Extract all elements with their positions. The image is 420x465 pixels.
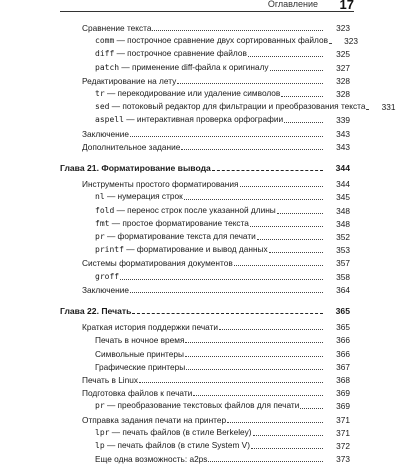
toc-subsection: [95, 205, 350, 217]
toc-page-number: 369: [336, 388, 350, 399]
command-description: — форматирование текста для печати: [104, 231, 256, 241]
toc-page-number: 328: [336, 75, 350, 86]
toc-page-number: 365: [336, 322, 350, 333]
leader-dots: [132, 313, 323, 314]
toc-page-number: 343: [336, 141, 350, 152]
toc-entry-title: Печать в ночное время: [95, 335, 185, 346]
command-name: pr: [95, 401, 105, 411]
toc-page-number: 345: [336, 192, 350, 203]
leader-dots: [185, 356, 323, 357]
toc-section: [82, 387, 350, 399]
leader-dots: [139, 382, 323, 383]
toc-entry-title: [95, 34, 328, 47]
leader-dots: [186, 369, 323, 370]
toc-subsection: [95, 88, 350, 100]
toc-subsection: [95, 218, 350, 230]
toc-section: [82, 284, 350, 296]
toc-page-number: 369: [336, 401, 350, 412]
command-name: tr: [95, 89, 105, 98]
leader-dots: [185, 342, 323, 343]
command-name: diff: [95, 49, 115, 59]
toc-subsection: [95, 334, 350, 346]
toc-entry-title: [95, 243, 268, 256]
toc-entry-title: Краткая история поддержки печати: [82, 322, 219, 333]
command-description: — потоковый редактор для фильтрации и преобразования текста: [109, 101, 366, 112]
command-description: — печать файлов (в стиле System V): [104, 440, 250, 450]
toc-subsection: [95, 62, 350, 74]
leader-dots: [152, 30, 323, 31]
toc-entry-title: [95, 399, 299, 412]
command-description: — интерактивная проверка орфографии: [123, 114, 284, 125]
leader-dots: [130, 136, 323, 137]
command-name: lpr: [95, 427, 110, 437]
toc-section: [82, 178, 350, 190]
leader-dots: [270, 70, 323, 71]
toc-page-number: 348: [336, 218, 350, 229]
toc-subsection: [95, 400, 350, 412]
toc-entry-title: Графические принтеры: [95, 361, 186, 372]
toc-entry-title: Печать в Linux: [82, 375, 139, 385]
toc-section: [82, 257, 350, 269]
toc-page-number: 344: [336, 179, 350, 190]
leader-dots: [130, 292, 323, 293]
leader-dots: [212, 170, 323, 171]
toc-subsection: [95, 244, 350, 256]
toc-page-number: 325: [336, 49, 350, 60]
command-name: sed: [95, 102, 110, 112]
toc-entry-title: Глава 21. Форматирование вывода: [60, 163, 211, 173]
toc-subsection: [95, 114, 350, 126]
toc-entry-title: [95, 230, 256, 243]
toc-subsection: [95, 361, 350, 373]
toc-entry-title: Инструменты простого форматирования: [82, 179, 239, 190]
leader-dots: [248, 56, 323, 57]
leader-dots: [281, 96, 323, 97]
toc-entry-title: Дополнительное задание: [82, 141, 181, 152]
toc-entry-title: [95, 87, 280, 100]
command-name: pr: [95, 232, 105, 241]
toc-entry-title: [95, 113, 283, 126]
toc-chapter: [60, 162, 350, 174]
toc-subsection: [95, 271, 350, 283]
toc-section: [82, 374, 350, 386]
toc-page-number: 327: [336, 62, 350, 73]
toc-entry-title: [95, 439, 250, 452]
command-name: fmt: [95, 218, 110, 228]
toc-subsection: [95, 427, 350, 439]
toc-subsection: [95, 231, 350, 243]
leader-dots: [329, 43, 331, 44]
toc-page-number: 371: [336, 427, 350, 438]
command-description: — простое форматирование текста: [109, 217, 249, 228]
toc-page-number: 372: [336, 441, 350, 451]
header-title: Оглавление: [267, 0, 318, 9]
toc-page-number: 323: [344, 36, 358, 47]
command-description: — преобразование текстовых файлов для печати: [104, 400, 300, 411]
toc-entry-title: Системы форматирования документов: [82, 258, 233, 269]
command-description: — перенос строк после указанной длины: [114, 204, 276, 215]
command-description: — построчное сравнение файлов: [114, 48, 247, 59]
toc-entry-title: [95, 270, 119, 283]
toc-section: [82, 75, 350, 87]
command-name: aspell: [95, 115, 124, 125]
command-description: — применение diff-файла к оригиналу: [119, 61, 269, 72]
leader-dots: [277, 213, 323, 214]
toc-entry-title: Глава 22. Печать: [60, 306, 132, 316]
toc-entry-title: Символьные принтеры: [95, 348, 184, 359]
toc-entry-title: [95, 190, 183, 203]
toc-entry-title: [95, 61, 269, 74]
toc-entry-title: Редактирование на лету: [82, 75, 177, 86]
leader-dots: [251, 448, 323, 449]
command-description: — форматирование и вывод данных: [123, 244, 268, 255]
toc-subsection: [95, 35, 358, 47]
command-name: nl: [95, 192, 105, 202]
leader-dots: [257, 239, 323, 240]
toc-page-number: 364: [336, 284, 350, 295]
toc-subsection: [95, 191, 350, 203]
running-header: [60, 0, 354, 12]
toc-subsection: [95, 453, 350, 465]
command-description: — нумерация строк: [104, 191, 183, 202]
toc-page-number: 339: [336, 115, 350, 126]
toc-page-number: 323: [336, 23, 350, 33]
leader-dots: [253, 435, 323, 436]
leader-dots: [184, 199, 323, 200]
leader-dots: [219, 329, 323, 330]
toc-page-number: 353: [336, 245, 350, 256]
toc-entry-title: Еще одна возможность: a2ps: [95, 454, 208, 465]
command-name: lp: [95, 441, 105, 450]
leader-dots: [234, 265, 323, 266]
toc-entry-title: Отправка задания печати на принтер: [82, 414, 227, 425]
command-name: comm: [95, 36, 115, 46]
toc-subsection: [95, 440, 350, 452]
leader-dots: [181, 149, 323, 150]
toc-subsection: [95, 101, 396, 113]
toc-page-number: 331: [381, 102, 396, 113]
toc-page-number: 365: [335, 306, 350, 316]
leader-dots: [240, 186, 324, 187]
leader-dots: [208, 461, 323, 462]
toc-page-number: 371: [336, 414, 350, 425]
leader-dots: [250, 226, 323, 227]
toc-page-number: 348: [336, 205, 350, 216]
toc-section: [82, 128, 350, 140]
leader-dots: [366, 109, 368, 110]
leader-dots: [227, 422, 323, 423]
leader-dots: [120, 279, 323, 280]
command-description: — печать файлов (в стиле Berkeley): [109, 426, 252, 437]
toc-entry-title: Сравнение текста: [82, 23, 152, 33]
toc-section: [82, 22, 350, 34]
toc-subsection: [95, 48, 350, 60]
command-description: — перекодирование или удаление символов: [104, 88, 281, 98]
toc-page-number: 343: [336, 128, 350, 139]
toc-entry-title: [95, 204, 276, 217]
toc-entry-title: [95, 217, 249, 230]
toc-section: [82, 321, 350, 333]
toc-section: [82, 141, 350, 153]
toc-entry-title: [95, 47, 247, 60]
toc-entry-title: [95, 426, 252, 439]
command-name: fold: [95, 205, 115, 215]
toc-subsection: [95, 348, 350, 360]
toc-entry-title: Заключение: [82, 128, 129, 139]
toc-page-number: 328: [336, 89, 350, 99]
leader-dots: [269, 252, 323, 253]
toc-page-number: 358: [336, 271, 350, 282]
toc-page-number: 352: [336, 232, 350, 242]
command-name: groff: [95, 271, 120, 281]
command-description: — построчное сравнение двух сортированных файлов: [114, 35, 328, 46]
toc-page-number: 368: [336, 375, 350, 385]
leader-dots: [300, 408, 323, 409]
toc-entry-title: [95, 100, 365, 113]
leader-dots: [284, 122, 323, 123]
leader-dots: [193, 395, 323, 396]
toc-chapter: [60, 305, 350, 317]
leader-dots: [177, 83, 323, 84]
toc-entry-title: Подготовка файлов к печати: [82, 388, 193, 399]
toc-page-number: 366: [336, 348, 350, 359]
toc-page-number: 367: [336, 361, 350, 372]
toc-page-number: 344: [335, 163, 350, 173]
command-name: patch: [95, 62, 120, 72]
toc-page-number: 373: [336, 454, 350, 465]
toc-page-number: 366: [336, 335, 350, 346]
toc-page-number: 357: [336, 258, 350, 269]
header-page-number: 17: [339, 0, 354, 12]
toc-entry-title: Заключение: [82, 284, 129, 295]
command-name: printf: [95, 245, 124, 255]
